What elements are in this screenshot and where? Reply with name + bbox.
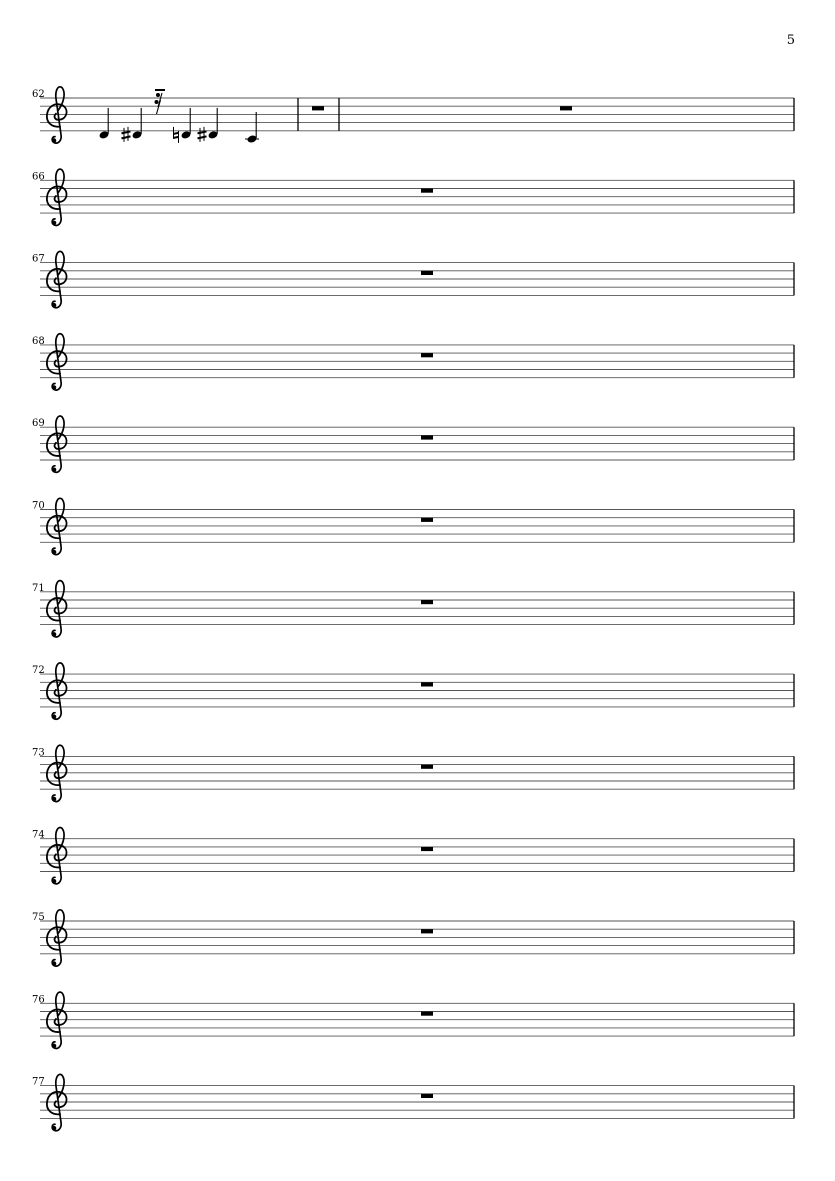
staff-system — [32, 169, 794, 225]
staff-system — [32, 992, 794, 1048]
whole-rest-icon — [421, 271, 433, 275]
whole-rest-icon — [421, 435, 433, 439]
sharp-icon — [198, 127, 207, 142]
whole-rest-icon — [312, 106, 324, 110]
treble-clef-icon — [47, 416, 67, 472]
measure-number: 62 — [32, 89, 45, 100]
rest-dot — [155, 100, 159, 104]
staff-system — [32, 416, 794, 472]
treble-clef-icon — [47, 87, 67, 143]
whole-rest-icon — [421, 518, 433, 522]
treble-clef-icon — [47, 663, 67, 719]
staff-system — [32, 87, 794, 144]
measure-number: 68 — [32, 335, 45, 347]
measure-number: 73 — [32, 747, 45, 759]
measure-number: 71 — [32, 582, 45, 594]
staff-system — [32, 910, 794, 966]
sharp-icon — [122, 127, 131, 142]
staff-system — [32, 663, 794, 719]
staff-system — [32, 498, 794, 554]
treble-clef-icon — [47, 910, 67, 966]
page-number: 5 — [786, 33, 795, 48]
whole-rest-icon — [421, 765, 433, 769]
natural-icon — [174, 127, 179, 143]
staff-system — [32, 581, 794, 637]
staff-system — [32, 251, 794, 307]
measure-number: 70 — [32, 500, 45, 512]
treble-clef-icon — [47, 745, 67, 801]
treble-clef-icon — [47, 251, 67, 307]
measure-number: 66 — [32, 171, 45, 183]
whole-rest-icon — [421, 600, 433, 604]
treble-clef-icon — [47, 169, 67, 225]
treble-clef-icon — [47, 992, 67, 1048]
treble-clef-icon — [47, 334, 67, 390]
measure-number: 67 — [32, 253, 45, 265]
whole-rest-icon — [421, 929, 433, 933]
treble-clef-icon — [47, 498, 67, 554]
treble-clef-icon — [47, 1074, 67, 1130]
whole-rest-icon — [560, 106, 572, 110]
treble-clef-icon — [47, 581, 67, 637]
staff-system — [32, 828, 794, 884]
treble-clef-icon — [47, 828, 67, 884]
measure-number: 76 — [32, 994, 45, 1006]
rest-dot — [156, 93, 160, 97]
whole-rest-icon — [421, 682, 433, 686]
measure-number: 72 — [32, 665, 45, 677]
whole-rest-icon — [421, 847, 433, 851]
measure-number: 69 — [32, 418, 45, 430]
staff-system — [32, 745, 794, 801]
whole-rest-icon — [421, 353, 433, 357]
staff-system — [32, 1074, 794, 1130]
measure-number: 75 — [32, 912, 45, 923]
measure-number: 74 — [32, 829, 45, 841]
whole-rest-icon — [421, 1094, 433, 1098]
whole-rest-icon — [421, 1012, 433, 1016]
whole-rest-icon — [421, 189, 433, 193]
staff-system — [32, 334, 794, 390]
measure-number: 77 — [32, 1076, 45, 1088]
